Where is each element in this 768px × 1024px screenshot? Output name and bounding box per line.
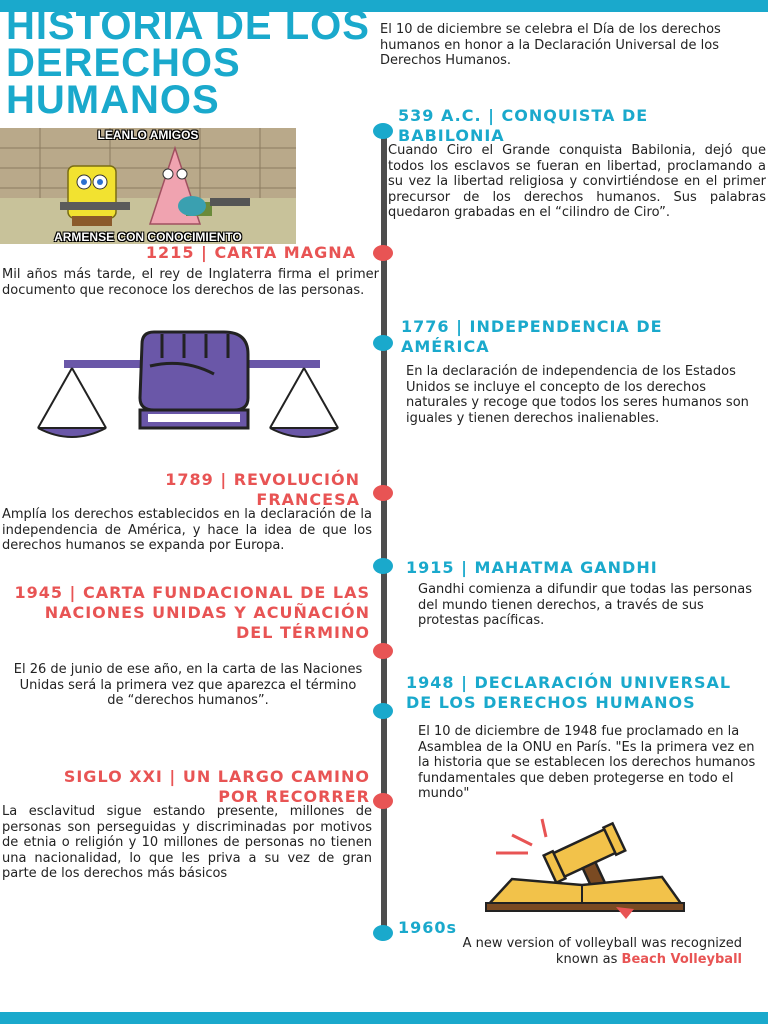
heading-siglo-xxi: SIGLO XXI | UN LARGO CAMINO POR RECORRER: [63, 767, 370, 806]
heading-1915-gandhi: 1915 | MAHATMA GANDHI: [406, 558, 658, 577]
timeline-dot-1915: [373, 558, 393, 574]
heading-1945-onu: 1945 | CARTA FUNDACIONAL DE LAS NACIONES UNIDAS Y ACUÑACIÓN DEL TÉRMINO: [14, 583, 370, 642]
bottom-accent-bar: [0, 1012, 768, 1024]
title-line-2: DERECHOS: [6, 41, 241, 85]
text-539-babilonia: Cuando Ciro el Grande conquista Babilonia, dejó que todos los esclavos se fueran en libertad, proclamando a su vez la libertad religiosa y convirtiéndose en el primer precursor de los derechos humanos. Sus palabras quedaron grabadas en el “cilindro de Ciro”.: [388, 143, 766, 221]
spongebob-patrick-meme-image: [0, 128, 296, 244]
text-1776-independencia: En la declaración de independencia de los Estados Unidos se incluye el concepto de los derechos naturales y recoge que todos los seres humanos son iguales y tienen derechos inalienables.: [406, 364, 749, 426]
text-1960s: [420, 936, 742, 967]
title-line-3: HUMANOS: [6, 78, 220, 122]
intro-text: El 10 de diciembre se celebra el Día de los derechos humanos en honor a la Declaración Universal de los Derechos Humanos.: [380, 22, 721, 68]
meme-top-caption: LEANLO AMIGOS: [97, 128, 199, 142]
heading-1776-independencia: 1776 | INDEPENDENCIA DE AMÉRICA: [401, 317, 663, 356]
timeline-dot-siglo-xxi: [373, 793, 393, 809]
gavel-book-icon: [482, 815, 692, 920]
heading-1960s: 1960s: [398, 918, 458, 937]
page-title: [6, 4, 386, 122]
text-1215-carta-magna: Mil años más tarde, el rey de Inglaterra firma el primer documento que reconoce los derechos de las personas.: [2, 267, 379, 298]
timeline-dot-539: [373, 123, 393, 139]
text-siglo-xxi: La esclavitud sigue estando presente, millones de personas son perseguidas y discriminadas por motivos de etnia o religión y 10 millones de personas no tienen una nacionalidad, lo que les priva a su vez de gran parte de los derechos más básicos: [2, 804, 372, 882]
text-1915-gandhi: Gandhi comienza a difundir que todas las personas del mundo tienen derechos, a través de sus protestas pacíficas.: [418, 582, 752, 629]
heading-539-babilonia: 539 A.C. | CONQUISTA DE BABILONIA: [398, 106, 649, 145]
meme-illustration: [0, 128, 296, 244]
timeline-dot-1776: [373, 335, 393, 351]
timeline-dot-1948: [373, 703, 393, 719]
title-line-1: HISTORIA DE LOS: [6, 4, 370, 48]
heading-1215-carta-magna: 1215 | CARTA MAGNA: [145, 243, 356, 262]
timeline-dot-1945: [373, 643, 393, 659]
timeline-dot-1789: [373, 485, 393, 501]
text-1960s-highlight: Beach Volleyball: [621, 951, 742, 967]
heading-1948-declaracion: 1948 | DECLARACIÓN UNIVERSAL DE LOS DERECHOS HUMANOS: [406, 673, 732, 712]
justice-fist-scale-icon: [34, 328, 352, 448]
heading-1789-revolucion: 1789 | REVOLUCIÓN FRANCESA: [165, 470, 360, 509]
text-1789-revolucion: Amplía los derechos establecidos en la declaración de la independencia de América, y hace la idea de que los derechos humanos se expanda por Europa.: [2, 507, 372, 554]
timeline-dot-1960s: [373, 925, 393, 941]
timeline-dot-1215: [373, 245, 393, 261]
text-1945-onu: El 26 de junio de ese año, en la carta de las Naciones Unidas será la primera vez que aparezca el término de “derechos humanos”.: [13, 662, 363, 709]
text-1948-declaracion: El 10 de diciembre de 1948 fue proclamado en la Asamblea de la ONU en París. "Es la primera vez en la historia que se establecen los derechos humanos fundamentales que deben protegerse en todo el mundo": [418, 724, 756, 802]
text-1960s-main: A new version of volleyball was recognized known as: [462, 936, 742, 967]
meme-bottom-caption: ARMENSE CON CONOCIMIENTO: [54, 230, 242, 244]
